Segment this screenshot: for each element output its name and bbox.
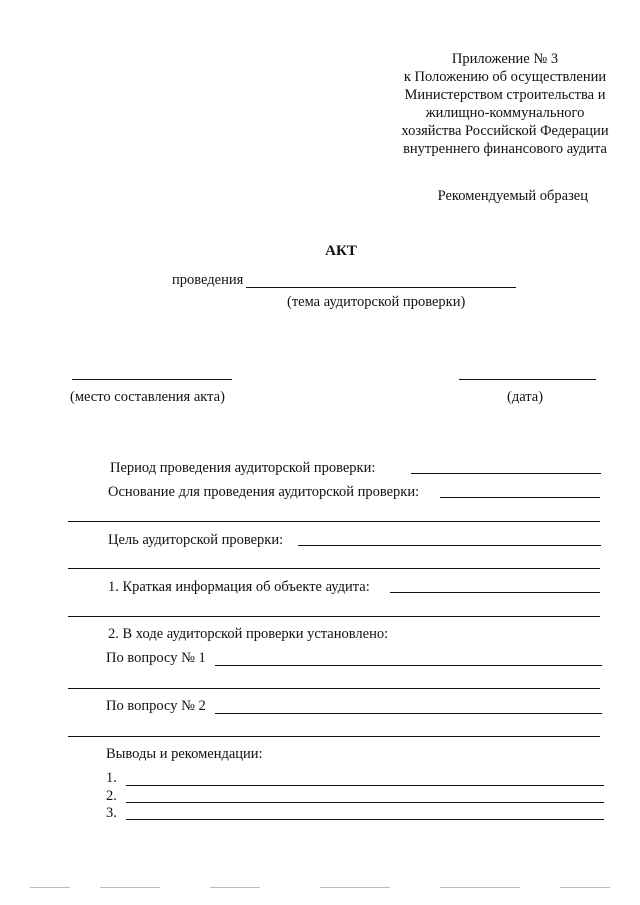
header-line-3: Министерством строительства и	[404, 87, 606, 103]
question1-line-2[interactable]	[68, 688, 600, 689]
place-line[interactable]	[72, 379, 232, 380]
header-line-5: хозяйства Российской Федерации	[401, 123, 609, 139]
conclusion-item-2-line[interactable]	[126, 802, 604, 803]
conclusion-item-2-number: 2.	[106, 788, 117, 804]
object-info-label: 1. Краткая информация об объекте аудита:	[108, 579, 370, 595]
goal-line-2[interactable]	[68, 568, 600, 569]
question2-line-2[interactable]	[68, 736, 600, 737]
header-line-4: жилищно-коммунального	[425, 105, 585, 121]
place-caption: (место составления акта)	[70, 389, 225, 405]
conclusions-label: Выводы и рекомендации:	[106, 746, 263, 762]
header-line-2: к Положению об осуществлении	[403, 69, 607, 85]
object-info-line-2[interactable]	[68, 616, 600, 617]
period-label: Период проведения аудиторской проверки:	[110, 460, 376, 476]
date-line[interactable]	[459, 379, 596, 380]
date-caption: (дата)	[507, 389, 544, 405]
goal-label: Цель аудиторской проверки:	[108, 532, 284, 548]
goal-line[interactable]	[298, 545, 601, 546]
question1-label: По вопросу № 1	[106, 650, 206, 666]
subtitle-prefix: проведения	[172, 272, 244, 288]
basis-line[interactable]	[440, 497, 600, 498]
question1-line[interactable]	[215, 665, 602, 666]
basis-line-2[interactable]	[68, 521, 600, 522]
basis-label: Основание для проведения аудиторской проверки:	[108, 484, 420, 500]
subject-line[interactable]	[246, 287, 516, 288]
conclusion-item-1-number: 1.	[106, 770, 117, 786]
conclusion-item-3-number: 3.	[106, 805, 117, 821]
conclusion-item-1-line[interactable]	[126, 785, 604, 786]
period-line[interactable]	[411, 473, 601, 474]
conclusion-item-3-line[interactable]	[126, 819, 604, 820]
recommended-sample-label: Рекомендуемый образец	[437, 188, 588, 204]
established-label: 2. В ходе аудиторской проверки установлено:	[108, 626, 389, 642]
header-line-1: Приложение № 3	[451, 51, 559, 67]
question2-label: По вопросу № 2	[106, 698, 206, 714]
scan-artifacts	[20, 884, 620, 892]
subject-caption: (тема аудиторской проверки)	[287, 294, 466, 310]
question2-line[interactable]	[215, 713, 602, 714]
appendix-header	[392, 50, 618, 158]
document-title: АКТ	[325, 243, 357, 259]
header-line-6: внутреннего финансового аудита	[403, 141, 607, 157]
object-info-line[interactable]	[390, 592, 600, 593]
